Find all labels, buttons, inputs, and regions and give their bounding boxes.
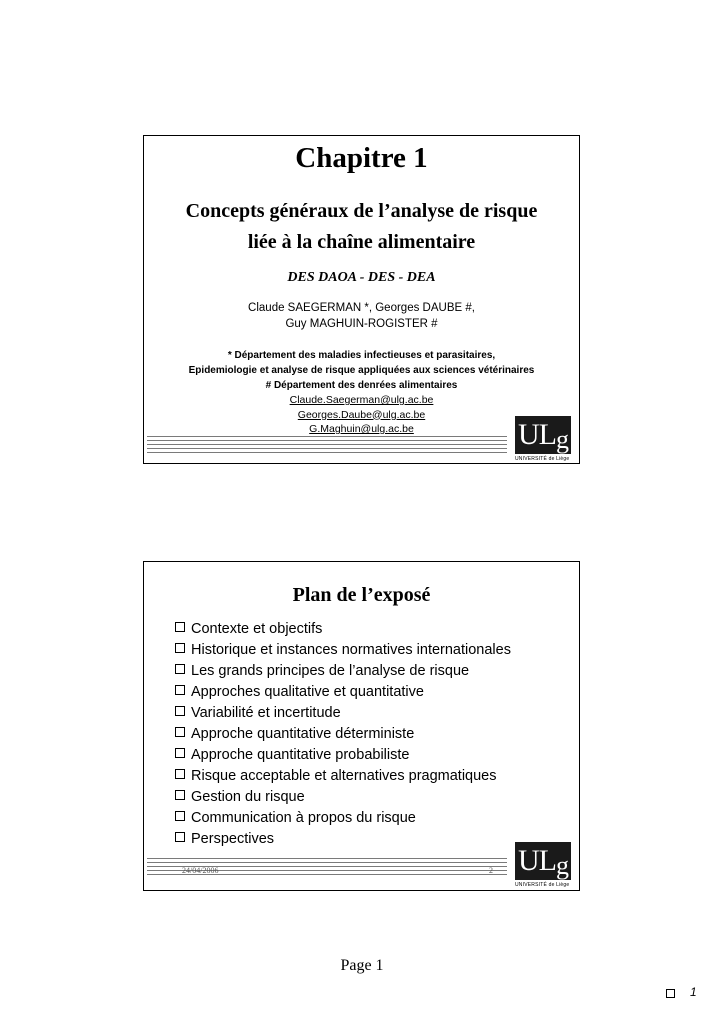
logo-mark: ULg bbox=[515, 842, 571, 880]
ulg-logo bbox=[515, 416, 577, 464]
page-label: Page 1 bbox=[340, 957, 384, 974]
list-item: Variabilité et incertitude bbox=[175, 703, 511, 724]
email-list bbox=[144, 393, 579, 437]
checkbox-bullet-icon bbox=[175, 622, 185, 632]
dept-line-3: # Département des denrées alimentaires bbox=[265, 380, 458, 391]
corner-page-number: 1 bbox=[690, 985, 697, 999]
ulg-logo bbox=[515, 842, 577, 890]
list-item: Communication à propos du risque bbox=[175, 808, 511, 829]
slide-title: Chapitre 1 bbox=[295, 142, 428, 174]
authors-line-1: Claude SAEGERMAN *, Georges DAUBE #, bbox=[248, 302, 475, 314]
footer-lines bbox=[147, 436, 507, 454]
slide-1 bbox=[143, 135, 580, 464]
subtitle-line-1: Concepts généraux de l’analyse de risque bbox=[185, 200, 538, 222]
departments bbox=[144, 348, 579, 393]
subtitle-line-2: liée à la chaîne alimentaire bbox=[247, 231, 476, 253]
slide-2 bbox=[143, 561, 580, 891]
logo-university-text: UNIVERSITÉ de Liège bbox=[515, 456, 570, 462]
checkbox-bullet-icon bbox=[175, 769, 185, 779]
list-item: Contexte et objectifs bbox=[175, 619, 511, 640]
corner-square-icon bbox=[666, 989, 675, 998]
list-item: Les grands principes de l’analyse de risque bbox=[175, 661, 511, 682]
list-item: Approches qualitative et quantitative bbox=[175, 682, 511, 703]
checkbox-bullet-icon bbox=[175, 685, 185, 695]
slide-subtitle bbox=[144, 196, 579, 258]
footer-page-number: 2 bbox=[489, 866, 493, 875]
logo-mark: ULg bbox=[515, 416, 571, 454]
checkbox-bullet-icon bbox=[175, 811, 185, 821]
checkbox-bullet-icon bbox=[175, 643, 185, 653]
checkbox-bullet-icon bbox=[175, 664, 185, 674]
list-item: Perspectives bbox=[175, 829, 511, 850]
checkbox-bullet-icon bbox=[175, 727, 185, 737]
course-name: DES DAOA - DES - DEA bbox=[287, 270, 436, 285]
list-item: Gestion du risque bbox=[175, 787, 511, 808]
email-link-maghuin[interactable]: G.Maghuin@ulg.ac.be bbox=[309, 423, 414, 435]
checkbox-bullet-icon bbox=[175, 706, 185, 716]
checkbox-bullet-icon bbox=[175, 790, 185, 800]
logo-university-text: UNIVERSITÉ de Liège bbox=[515, 882, 570, 888]
outline-list bbox=[175, 619, 511, 850]
email-link-daube[interactable]: Georges.Daube@ulg.ac.be bbox=[297, 408, 426, 421]
authors-line-2: Guy MAGHUIN-ROGISTER # bbox=[285, 318, 438, 330]
list-item: Historique et instances normatives internationales bbox=[175, 640, 511, 661]
authors bbox=[144, 300, 579, 332]
email-link-saegerman[interactable]: Claude.Saegerman@ulg.ac.be bbox=[289, 394, 434, 406]
dept-line-2: Epidemiologie et analyse de risque appliquées aux sciences vétérinaires bbox=[188, 365, 535, 376]
slide-title: Plan de l’exposé bbox=[292, 584, 431, 606]
dept-line-1: * Département des maladies infectieuses et parasitaires, bbox=[227, 350, 496, 361]
list-item: Approche quantitative déterministe bbox=[175, 724, 511, 745]
list-item: Approche quantitative probabiliste bbox=[175, 745, 511, 766]
list-item: Risque acceptable et alternatives pragmatiques bbox=[175, 766, 511, 787]
footer-date: 24/04/2006 bbox=[182, 866, 219, 875]
checkbox-bullet-icon bbox=[175, 832, 185, 842]
checkbox-bullet-icon bbox=[175, 748, 185, 758]
